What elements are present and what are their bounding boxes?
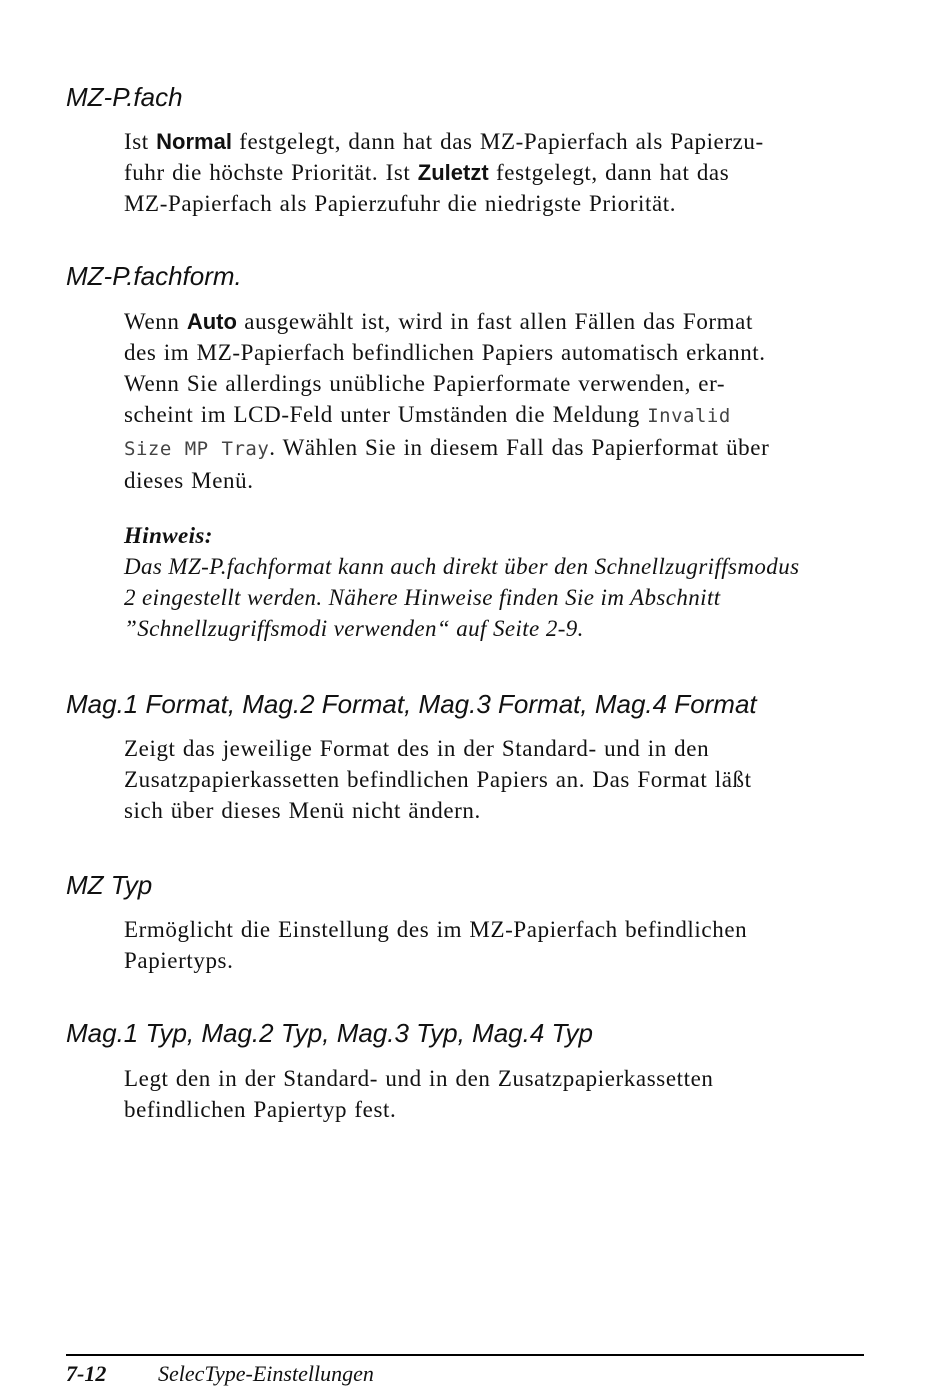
page-footer — [66, 1360, 374, 1388]
section-heading-mz-p-fachform: MZ-P.fachform. — [66, 261, 242, 291]
text-line: sich über dieses Menü nicht ändern. — [124, 798, 481, 823]
text-line: MZ-Papierfach als Papierzufuhr die niedrigste Priorität. — [124, 191, 677, 216]
keyword-auto: Auto — [186, 309, 237, 334]
text-line — [124, 306, 884, 337]
text-run: . Wählen Sie in diesem Fall das Papierformat über — [269, 435, 770, 460]
paragraph-mz-typ — [124, 914, 884, 976]
text-line — [124, 399, 884, 432]
text-line: des im MZ-Papierfach befindlichen Papiers automatisch erkannt. — [124, 340, 766, 365]
chapter-title: SelecType-Einstellungen — [158, 1361, 374, 1386]
text-run: scheint im LCD-Feld unter Umständen die Meldung — [124, 402, 648, 427]
text-run: festgelegt, dann hat das MZ-Papierfach als Papierzu- — [231, 129, 764, 154]
keyword-normal: Normal — [156, 129, 232, 154]
text-line: Ermöglicht die Einstellung des im MZ-Papierfach befindlichen — [124, 917, 748, 942]
text-line — [124, 432, 884, 465]
text-run: ausgewählt ist, wird in fast allen Fällen das Format — [236, 309, 753, 334]
text-run: Wenn — [124, 309, 187, 334]
note-line: Das MZ-P.fachformat kann auch direkt über den Schnellzugriffsmodus — [124, 554, 800, 579]
paragraph-mz-p-fachform — [124, 306, 884, 496]
text-run: fuhr die höchste Priorität. Ist — [124, 160, 418, 185]
text-line: Zeigt das jeweilige Format des in der Standard- und in den — [124, 736, 710, 761]
text-run: Ist — [124, 129, 157, 154]
text-line: dieses Menü. — [124, 468, 254, 493]
text-line: Legt den in der Standard- und in den Zusatzpapierkassetten — [124, 1066, 714, 1091]
note-title: Hinweis: — [124, 523, 213, 548]
paragraph-mz-p-fach — [124, 126, 884, 219]
section-heading-mag-typ: Mag.1 Typ, Mag.2 Typ, Mag.3 Typ, Mag.4 Typ — [66, 1018, 593, 1048]
note-line: 2 eingestellt werden. Nähere Hinweise finden Sie im Abschnitt — [124, 585, 721, 610]
text-line: Zusatzpapierkassetten befindlichen Papiers an. Das Format läßt — [124, 767, 752, 792]
keyword-zuletzt: Zuletzt — [417, 160, 489, 185]
note-box — [124, 520, 884, 644]
text-line: Papiertyps. — [124, 948, 234, 973]
page-number: 7-12 — [66, 1361, 107, 1386]
lcd-message: Invalid — [647, 405, 731, 427]
text-run: festgelegt, dann hat das — [488, 160, 730, 185]
text-line — [124, 126, 884, 157]
section-heading-mz-typ: MZ Typ — [66, 870, 153, 900]
paragraph-mag-format — [124, 733, 884, 826]
text-line: Wenn Sie allerdings unübliche Papierformate verwenden, er- — [124, 371, 726, 396]
note-line: ”Schnellzugriffsmodi verwenden“ auf Seite 2-9. — [124, 616, 584, 641]
paragraph-mag-typ — [124, 1063, 884, 1125]
footer-rule — [66, 1354, 864, 1356]
section-heading-mag-format: Mag.1 Format, Mag.2 Format, Mag.3 Format, Mag.4 Format — [66, 689, 757, 719]
section-heading-mz-p-fach: MZ-P.fach — [66, 82, 183, 112]
lcd-message: Size MP Tray — [124, 438, 270, 460]
text-line: befindlichen Papiertyp fest. — [124, 1097, 397, 1122]
text-line — [124, 157, 884, 188]
